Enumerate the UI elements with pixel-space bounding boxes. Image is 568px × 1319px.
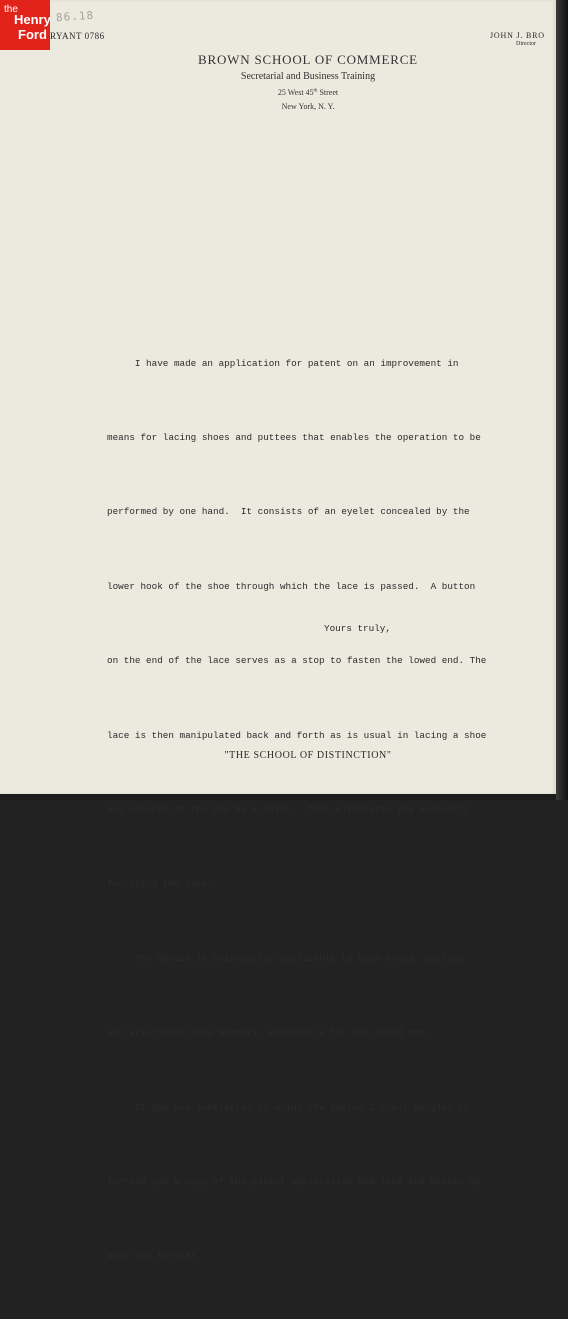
letter-closing: Yours truly, (324, 623, 391, 634)
school-motto: "THE SCHOOL OF DISTINCTION" (224, 750, 392, 761)
city-address: New York, N. Y. (281, 102, 335, 111)
logo-text-the: the (4, 4, 18, 15)
school-name: BROWN SCHOOL OF COMMERCE (198, 52, 418, 67)
street-suffix: th (313, 88, 318, 94)
letter-line: If you are interested in using the device I shall be glad to (107, 1101, 470, 1113)
street-name: Street (317, 88, 339, 97)
director-block (490, 31, 545, 47)
pencil-catalog-note: 86.18 (55, 8, 95, 25)
director-title: Director (516, 41, 536, 47)
street-number: 25 West 45 (277, 88, 314, 97)
street-address (150, 88, 466, 97)
letter-line: lower hook of the shoe through which the lace is passed. A button (107, 580, 476, 592)
letter-line: means for lacing shoes and puttees that enables the operation to be (107, 431, 481, 443)
letter-line: I have made an application for patent on an improvement in (107, 357, 459, 369)
school-subtitle: Secretarial and Business Training (240, 71, 376, 82)
director-name: JOHN J. BRO (490, 31, 545, 40)
letterhead (150, 52, 466, 111)
phone-number: RYANT 0786 (50, 31, 105, 41)
logo-text-henry: Henry (14, 12, 51, 27)
letter-line: The device is principally applicable to high shoes, puttees (107, 952, 465, 964)
letter-line: with you further. (107, 1250, 202, 1262)
scan-edge (556, 0, 568, 800)
logo-text-ford: Ford (18, 27, 47, 42)
henry-ford-logo (0, 0, 50, 50)
letter-line: lace is then manipulated back and forth as is usual in lacing a shoe (107, 729, 487, 741)
letter-line: and secured at the top by a catch. This eliminates the necessity (107, 803, 470, 815)
letter-body (107, 302, 512, 1319)
letter-line: for tying the lace. (107, 878, 214, 890)
letter-line: performed by one hand. It consists of an eyelet concealed by the (107, 506, 470, 518)
letter-line: furnish you a copy of the patent application and take the matter up (107, 1175, 481, 1187)
letter-line: on the end of the lace serves as a stop to fasten the lowed end. The (107, 655, 487, 667)
letter-line: and artificial body members, especially for one armed men. (107, 1027, 431, 1039)
